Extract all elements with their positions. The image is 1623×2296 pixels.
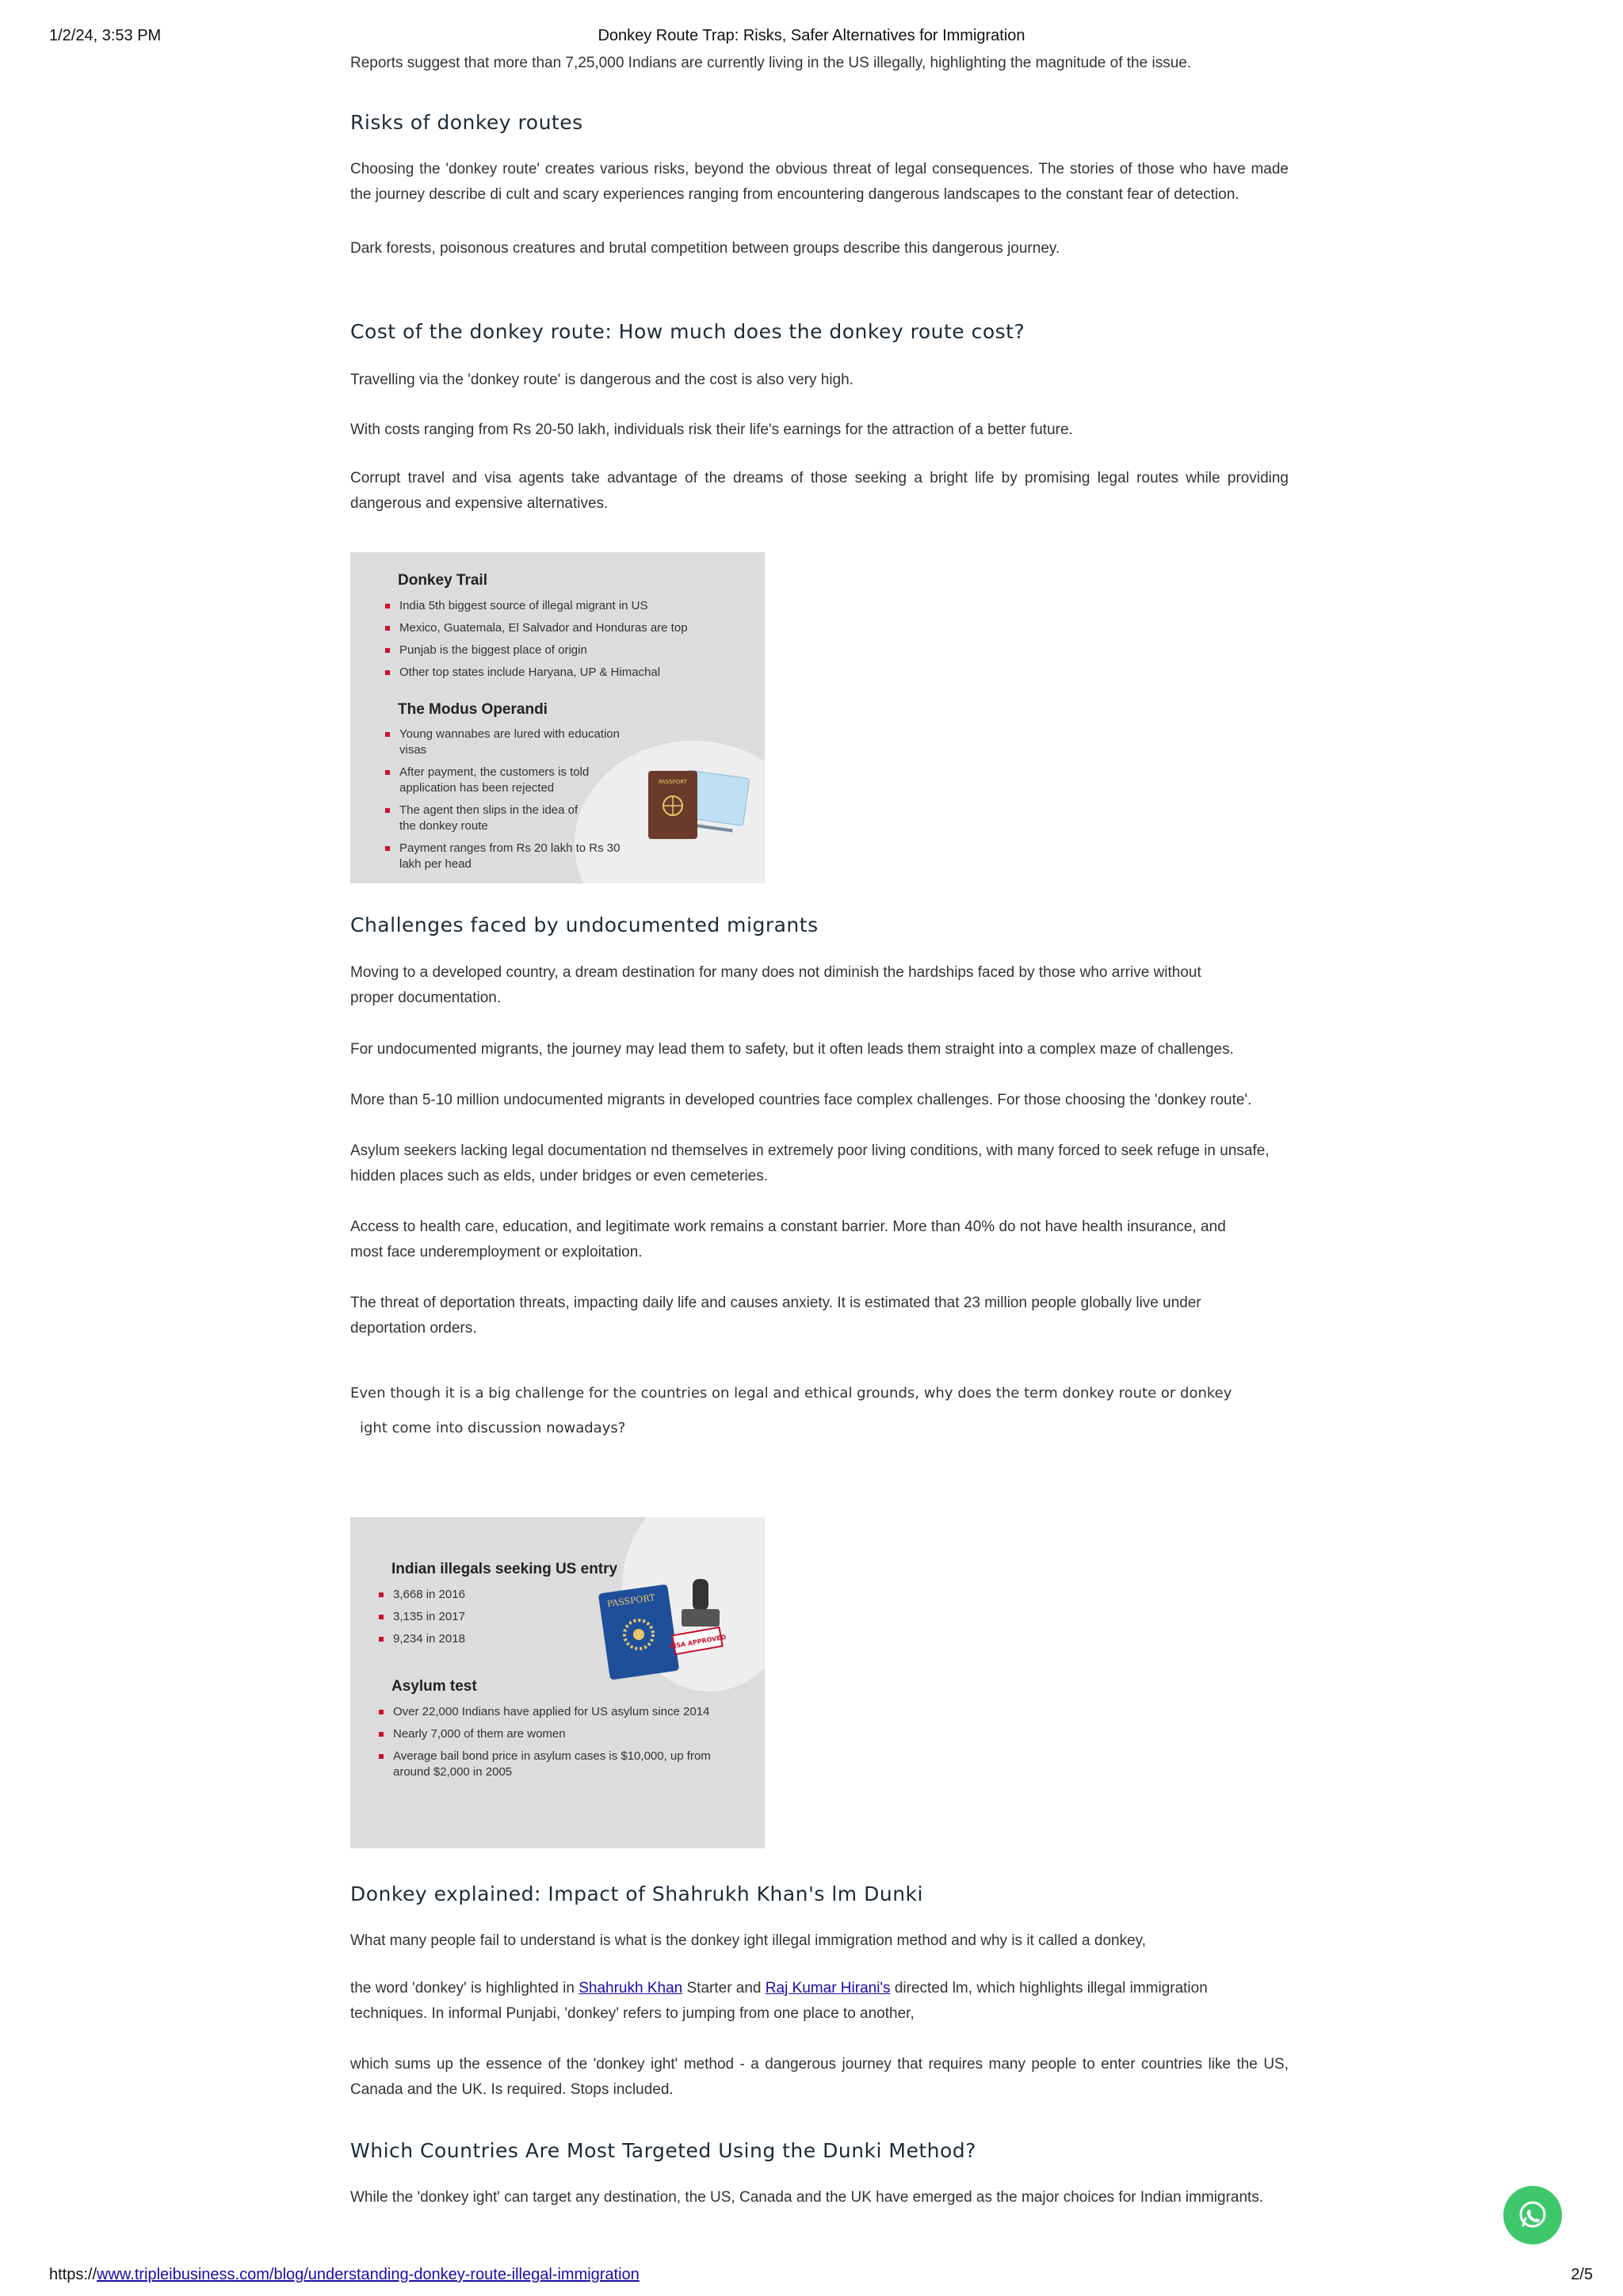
challenges-paragraph-2: For undocumented migrants, the journey may lead them to safety, but it often leads them straight into a complex maze of challenges. bbox=[350, 1041, 1234, 1058]
risks-block bbox=[350, 157, 1289, 261]
targeted-block bbox=[350, 2185, 1277, 2210]
challenges-paragraph-5: Access to health care, education, and legitimate work remains a constant barrier. More than 40% do not have health insurance, and most face underemployment or exploitation. bbox=[350, 1219, 1226, 1261]
list-item: 3,135 in 2017 bbox=[376, 1609, 598, 1625]
heading-risks: Risks of donkey routes bbox=[350, 111, 583, 134]
link-shahrukh-khan[interactable]: Shahrukh Khan bbox=[579, 1980, 683, 1997]
emblem-center bbox=[633, 1629, 644, 1640]
infographic-title-modus-operandi: The Modus Operandi bbox=[398, 701, 548, 718]
list-item: Other top states include Haryana, UP & Himachal bbox=[382, 665, 731, 681]
text-run: Starter and bbox=[682, 1980, 766, 1997]
intro-block bbox=[350, 54, 1238, 73]
heading-cost: Cost of the donkey route: How much does the donkey route cost? bbox=[350, 320, 1025, 343]
challenges-paragraph-3: More than 5-10 million undocumented migrants in developed countries face complex challenges. For those choosing the 'donkey route'. bbox=[350, 1092, 1252, 1108]
passport-stamp-illustration bbox=[588, 1573, 731, 1684]
passport-label: PASSPORT bbox=[659, 779, 687, 785]
cost-block bbox=[350, 368, 1289, 517]
list-item: 9,234 in 2018 bbox=[376, 1631, 598, 1647]
challenges-paragraph-1: Moving to a developed country, a dream destination for many does not diminish the hardships faced by those who arrive without proper documentation. bbox=[350, 964, 1201, 1006]
passport-label: PASSPORT bbox=[606, 1592, 656, 1610]
heading-challenges: Challenges faced by undocumented migrants bbox=[350, 913, 819, 936]
challenges-paragraph-7-line-2: ight come into discussion nowadays? bbox=[360, 1420, 626, 1436]
list-item: Average bail bond price in asylum cases is $10,000, up from around $2,000 in 2005 bbox=[376, 1749, 740, 1780]
explained-paragraph-1: What many people fail to understand is what is the donkey ight illegal immigration method and why is it called a donkey, bbox=[350, 1932, 1147, 1949]
link-raj-kumar-hirani[interactable]: Raj Kumar Hirani's bbox=[765, 1980, 891, 1997]
text-run: the word 'donkey' is highlighted in bbox=[350, 1980, 579, 1997]
list-item: After payment, the customers is told application has been rejected bbox=[382, 765, 598, 796]
whatsapp-icon bbox=[1503, 2186, 1562, 2245]
infographic-title-illegals: Indian illegals seeking US entry bbox=[391, 1561, 618, 1577]
list-item: 3,668 in 2016 bbox=[376, 1587, 598, 1603]
stamp-handle bbox=[693, 1579, 708, 1611]
explained-paragraph-3: which sums up the essence of the 'donkey ight' method - a dangerous journey that requires many people to enter countries like the US, Canada and the UK. Is required. Stops included. bbox=[350, 2056, 1289, 2098]
text-run: directed lm, which highlights illegal immigration techniques. In informal Punjabi, 'donkey' refers to jumping from one place to another, bbox=[350, 1980, 1208, 2022]
risks-paragraph-2: Dark forests, poisonous creatures and brutal competition between groups describe this dangerous journey. bbox=[350, 240, 1060, 257]
risks-paragraph-1: Choosing the 'donkey route' creates various risks, beyond the obvious threat of legal consequences. The stories of those who have made the journey describe di cult and scary experiences ranging from encountering dangerous landscapes to the constant fear of detection. bbox=[350, 161, 1289, 203]
challenges-paragraph-7-line-1: Even though it is a big challenge for the countries on legal and ethical grounds, why does the term donkey route or donkey bbox=[350, 1385, 1232, 1402]
stamp-base bbox=[682, 1609, 720, 1627]
whatsapp-button[interactable] bbox=[1503, 2186, 1562, 2245]
illegals-asylum-infographic bbox=[350, 1517, 765, 1848]
explained-paragraph-2 bbox=[350, 1976, 1222, 2027]
infographic-title-asylum-test: Asylum test bbox=[391, 1678, 477, 1695]
heading-explained: Donkey explained: Impact of Shahrukh Khan's lm Dunki bbox=[350, 1882, 923, 1905]
targeted-paragraph-1: While the 'donkey ight' can target any destination, the US, Canada and the UK have emerged as the major choices for Indian immigrants. bbox=[350, 2189, 1264, 2206]
challenges-paragraph-7 bbox=[350, 1376, 1277, 1446]
footer-url-link[interactable]: www.tripleibusiness.com/blog/understanding-donkey-route-illegal-immigration bbox=[97, 2266, 640, 2283]
print-page-title: Donkey Route Trap: Risks, Safer Alternatives for Immigration bbox=[598, 27, 1025, 44]
passport-visa-illustration bbox=[643, 766, 754, 869]
illegals-list bbox=[376, 1587, 598, 1653]
list-item: Over 22,000 Indians have applied for US asylum since 2014 bbox=[376, 1704, 740, 1720]
whatsapp-phone bbox=[1527, 2210, 1540, 2222]
asylum-list bbox=[376, 1704, 740, 1787]
donkey-trail-infographic bbox=[350, 552, 765, 883]
list-item: Punjab is the biggest place of origin bbox=[382, 643, 731, 658]
list-item: Mexico, Guatemala, El Salvador and Honduras are top bbox=[382, 620, 731, 636]
print-page-number: 2/5 bbox=[1571, 2266, 1593, 2283]
heading-targeted: Which Countries Are Most Targeted Using the Dunki Method? bbox=[350, 2139, 976, 2162]
explained-block bbox=[350, 1928, 1289, 2103]
cost-paragraph-3: Corrupt travel and visa agents take advantage of the dreams of those seeking a bright life by promising legal routes while providing dangerous and expensive alternatives. bbox=[350, 470, 1289, 512]
visa-approved-label: VISA APPROVED bbox=[668, 1633, 727, 1651]
challenges-block bbox=[350, 960, 1277, 1446]
intro-paragraph: Reports suggest that more than 7,25,000 Indians are currently living in the US illegally, highlighting the magnitude of the issue. bbox=[350, 55, 1192, 71]
challenges-paragraph-6: The threat of deportation threats, impacting daily life and causes anxiety. It is estimated that 23 million people globally live under deportation orders. bbox=[350, 1295, 1201, 1337]
list-item: Payment ranges from Rs 20 lakh to Rs 30 lakh per head bbox=[382, 841, 637, 872]
cost-paragraph-1: Travelling via the 'donkey route' is dangerous and the cost is also very high. bbox=[350, 372, 854, 388]
donkey-trail-list bbox=[382, 598, 731, 687]
challenges-paragraph-4: Asylum seekers lacking legal documentation nd themselves in extremely poor living conditions, with many forced to seek refuge in unsafe, hidden places such as elds, under bridges or even cemeteries. bbox=[350, 1142, 1270, 1184]
cost-paragraph-2: With costs ranging from Rs 20-50 lakh, individuals risk their life's earnings for the attraction of a better future. bbox=[350, 421, 1073, 438]
url-prefix: https:// bbox=[49, 2266, 97, 2283]
modus-operandi-list bbox=[382, 727, 636, 879]
list-item: Nearly 7,000 of them are women bbox=[376, 1726, 740, 1742]
list-item: The agent then slips in the idea of the donkey route bbox=[382, 803, 598, 834]
list-item: India 5th biggest source of illegal migrant in US bbox=[382, 598, 731, 614]
infographic-title-donkey-trail: Donkey Trail bbox=[398, 572, 487, 589]
print-footer-url bbox=[49, 2266, 640, 2284]
print-datetime: 1/2/24, 3:53 PM bbox=[49, 27, 162, 44]
list-item: Young wannabes are lured with education visas bbox=[382, 727, 636, 758]
